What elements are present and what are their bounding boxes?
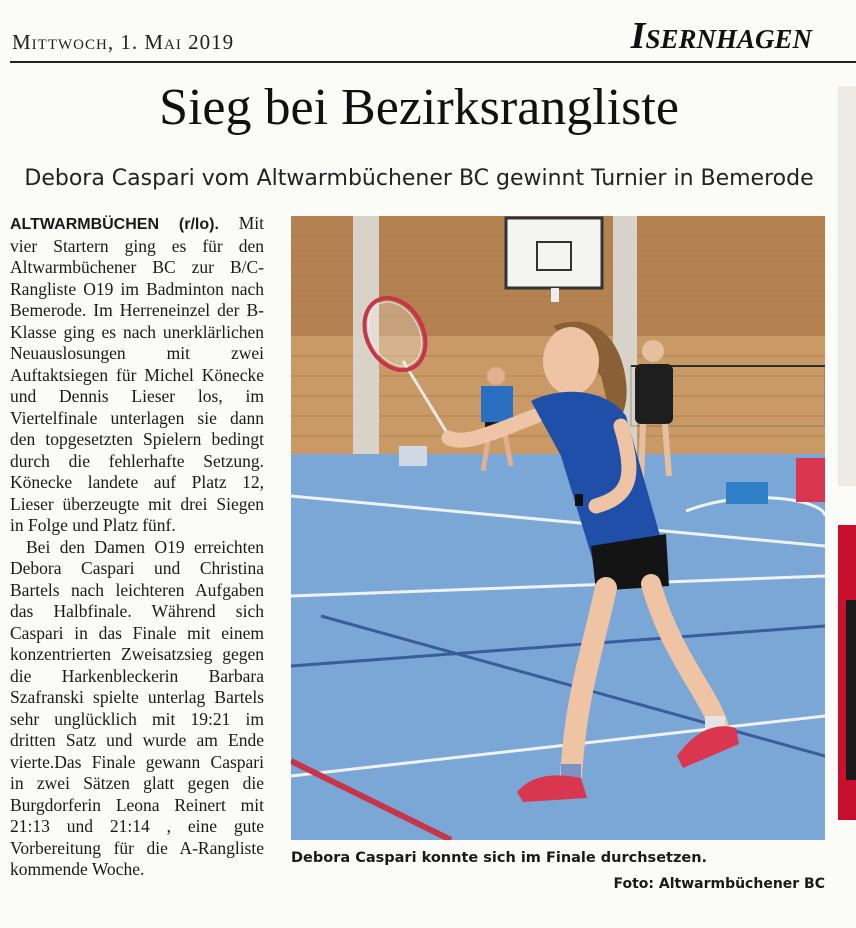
headline: Sieg bei Bezirksrangliste <box>159 79 679 136</box>
adjacent-ad-photo <box>846 600 856 780</box>
photo-caption: Debora Caspari konnte sich im Finale durchsetzen. <box>291 850 708 866</box>
adjacent-column-edge <box>838 86 856 486</box>
section-title: Isernhagen <box>630 15 812 57</box>
photo-credit: Foto: Altwarmbüchener BC <box>613 876 825 892</box>
paragraph-1-text: Mit vier Startern ging es für den Altwarmbüchener BC zur B/C-Rangliste O19 im Badminton nach Bemerode. Im Herreneinzel der B-Klasse ging es nach unerklärlichen Neuauslosungen mit zwei Auftaktsiegen für Michel Könecke und Dennis Lieser los, im Viertelfinale unterlagen sie dann den topgesetzten Spielern bedingt durch die fehlerhafte Setzung. Könecke landete auf Platz 12, Lieser überzeugte mit drei Siegen in Folge und Platz fünf. <box>10 213 264 535</box>
header-rule <box>10 61 856 63</box>
paragraph-1 <box>10 213 264 537</box>
basketball-board <box>506 218 602 288</box>
article-body <box>10 213 264 881</box>
badminton-photo <box>291 216 825 840</box>
dateline: Mittwoch, 1. Mai 2019 <box>12 30 235 54</box>
kicker: ALTWARMBÜCHEN (r/lo). <box>10 216 219 233</box>
paragraph-2: Bei den Damen O19 erreichten Debora Caspari und Christina Bartels nach leichteren Aufgaben das Halbfinale. Während sich Caspari in das Finale mit einem konzentrierten Zweisatzsieg gegen die Harkenbleckerin Barbara Szafranski spielte unterlag Bartels sehr unglücklich mit 19:21 im dritten Satz und wurde am Ende vierte.Das Finale gewann Caspari in zwei Sätzen glatt gegen die Burgdorferin Leona Reinert mit 21:13 und 21:14 , eine gute Vorbereitung für die A-Rangliste kommende Woche. <box>10 536 264 879</box>
subheadline: Debora Caspari vom Altwarmbüchener BC gewinnt Turnier in Bemerode <box>24 166 814 191</box>
